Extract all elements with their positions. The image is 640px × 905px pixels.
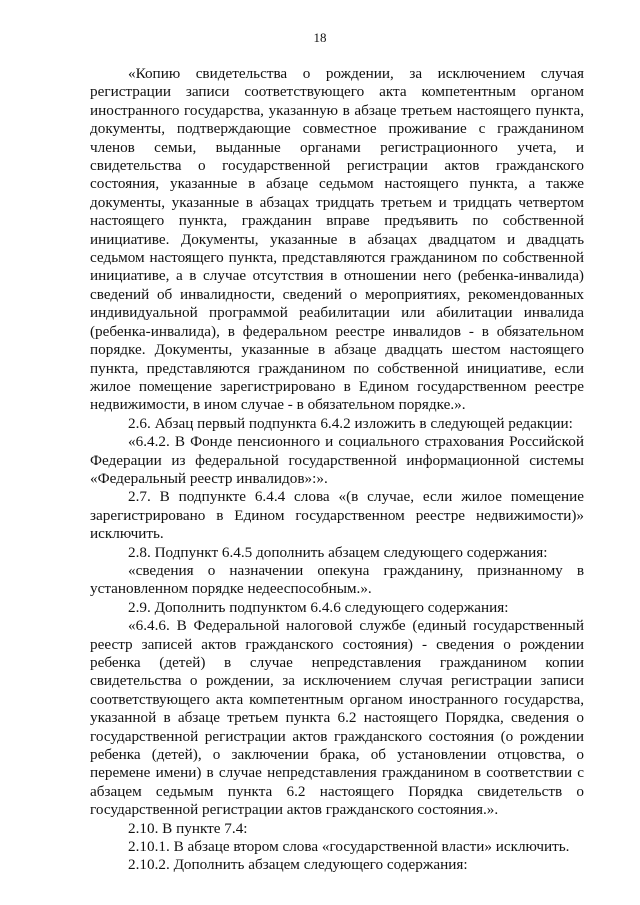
paragraph: 2.8. Подпункт 6.4.5 дополнить абзацем следующего содержания: <box>128 543 548 561</box>
paragraph: 2.6. Абзац первый подпункта 6.4.2 изложить в следующей редакции: <box>128 414 573 432</box>
page-number: 18 <box>313 30 327 45</box>
paragraph: «сведения о назначении опекуна гражданину, признанному в установленном порядке недееспособным.». <box>90 561 584 598</box>
document-body <box>90 65 584 875</box>
paragraph: «Копию свидетельства о рождении, за исключением случая регистрации записи соответствующего акта компетентным органом иностранного государства, указанную в абзаце третьем настоящего пункта, документы, подтверждающие совместное проживание с гражданином членов семьи, выданные органами регистрационного учета, и свидетельства о государственной регистрации актов гражданского состояния, указанные в абзаце седьмом настоящего пункта, а также документы, указанные в абзацах тридцать третьем и тридцать четвертом настоящего пункта, гражданин вправе предъявить по собственной инициативе. Документы, указанные в абзацах двадцатом и двадцать седьмом настоящего пункта, представляются гражданином по собственной инициативе, а в случае отсутствия в отношении него (ребенка-инвалида) сведений об инвалидности, сведений о мероприятиях, рекомендованных индивидуальной программой реабилитации или абилитации инвалида (ребенка-инвалида), в федеральном реестре инвалидов - в обязательном порядке. Документы, указанные в абзаце двадцать шестом настоящего пункта, представляются гражданином по собственной инициативе, если жилое помещение зарегистрировано в Едином государственном реестре недвижимости, в ином случае - в обязательном порядке.». <box>90 65 584 414</box>
paragraph: 2.9. Дополнить подпунктом 6.4.6 следующего содержания: <box>128 598 509 616</box>
paragraph: 2.10.2. Дополнить абзацем следующего содержания: <box>128 856 468 874</box>
paragraph: «6.4.6. В Федеральной налоговой службе (единый государственный реестр записей актов гражданского состояния) - сведения о рождении ребенка (детей) в случае непредставления гражданином копии свидетельства о рождении, за исключением случая регистрации записи соответствующего акта компетентным органом иностранного государства, указанной в абзаце третьем пункта 6.2 настоящего Порядка, сведения о государственной регистрации актов гражданского состояния (о рождении ребенка (детей), о заключении брака, об установлении отцовства, о перемене имени) в случае непредставления гражданином в соответствии с абзацем седьмым пункта 6.2 настоящего Порядка свидетельств о государственной регистрации актов гражданского состояния.». <box>90 617 584 819</box>
paragraph: 2.7. В подпункте 6.4.4 слова «(в случае, если жилое помещение зарегистрировано в Едином государственном реестре недвижимости)» исключить. <box>90 488 584 543</box>
paragraph: «6.4.2. В Фонде пенсионного и социального страхования Российской Федерации из федеральной государственной информационной системы «Федеральный реестр инвалидов»:». <box>90 433 584 487</box>
paragraph: 2.10.1. В абзаце втором слова «государственной власти» исключить. <box>128 838 570 856</box>
paragraph: 2.10. В пункте 7.4: <box>128 819 248 837</box>
